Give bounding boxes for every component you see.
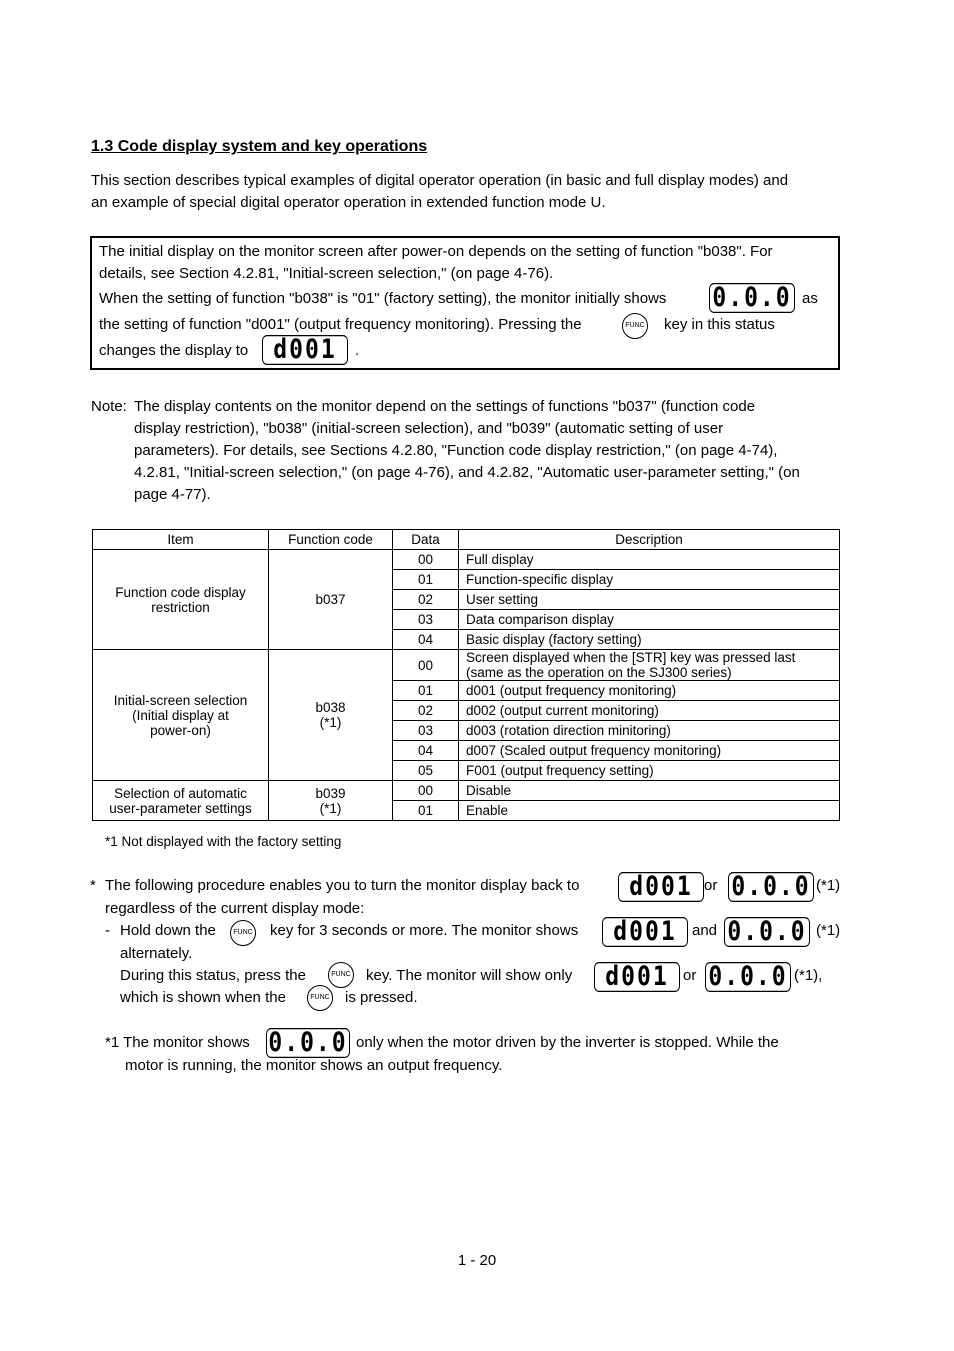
header-item: Item: [93, 530, 269, 550]
monitor-display-zero: 0.0.0: [724, 917, 810, 947]
func-key-icon: FUNC: [230, 920, 256, 946]
cell-description: [459, 741, 840, 761]
table-row: [93, 650, 840, 681]
cell-description: [459, 681, 840, 701]
cell-item-line: user-parameter settings: [109, 800, 252, 816]
cell-data: 02: [393, 590, 459, 610]
cell-item: [93, 650, 269, 781]
page-number: 1 - 20: [457, 1252, 497, 1269]
cell-description-line: d003 (rotation direction minitoring): [466, 723, 671, 738]
cell-item-line: Function code display: [115, 584, 246, 600]
cell-description-line: F001 (output frequency setting): [466, 763, 654, 778]
note-1-line-1: *1 The monitor shows: [105, 1034, 250, 1051]
cell-description-line: Data comparison display: [466, 612, 614, 627]
box-line-3: When the setting of function "b038" is "01" (factory setting), the monitor initially shows: [99, 290, 667, 307]
cell-description: [459, 721, 840, 741]
cell-data: 00: [393, 781, 459, 801]
cell-description-line: d007 (Scaled output frequency monitoring): [466, 743, 722, 758]
cell-data: 00: [393, 650, 459, 681]
cell-description: [459, 630, 840, 650]
cell-function-code: [269, 781, 393, 821]
cell-description: [459, 781, 840, 801]
note-line: page 4-77).: [134, 486, 211, 503]
note-1-line-2: motor is running, the monitor shows an output frequency.: [125, 1057, 503, 1074]
cell-description-line: Screen displayed when the [STR] key was pressed last: [466, 650, 796, 665]
intro-line: This section describes typical examples of digital operator operation (in basic and full display modes) and: [91, 172, 789, 189]
header-data: Data: [393, 530, 459, 550]
procedure-line-4: alternately.: [120, 945, 193, 962]
cell-item-line: power-on): [150, 722, 211, 738]
note-line: display restriction), "b038" (initial-screen selection), and "b039" (automatic setting of user: [134, 420, 724, 437]
cell-description: [459, 761, 840, 781]
or-text: or: [683, 967, 697, 984]
cell-description-line: Disable: [466, 783, 512, 798]
cell-item-line: Selection of automatic: [114, 785, 247, 801]
cell-data: 01: [393, 570, 459, 590]
monitor-display-d001: d001: [262, 335, 348, 365]
func-key-icon: FUNC: [328, 962, 354, 988]
cell-item: [93, 781, 269, 821]
procedure-line-1: The following procedure enables you to turn the monitor display back to: [105, 877, 580, 894]
cell-description: [459, 550, 840, 570]
cell-data: 02: [393, 701, 459, 721]
procedure-bullet: *: [90, 877, 96, 894]
box-line-4-end: key in this status: [664, 316, 775, 333]
cell-data: 03: [393, 721, 459, 741]
cell-code-line: (*1): [319, 800, 342, 816]
cell-code-line: b039: [315, 785, 346, 801]
monitor-display-d001: d001: [594, 962, 680, 992]
intro-paragraph: [91, 170, 788, 214]
cell-description-line: User setting: [466, 592, 539, 607]
cell-description: [459, 650, 840, 681]
header-function-code: Function code: [269, 530, 393, 550]
note-line: The display contents on the monitor depend on the settings of functions "b037" (function code: [134, 398, 756, 415]
header-description: Description: [459, 530, 840, 550]
procedure-dash: -: [105, 922, 110, 939]
note-line: parameters). For details, see Sections 4.2.80, "Function code display restriction," (on page 4-74),: [134, 442, 778, 459]
table-footnote: *1 Not displayed with the factory setting: [105, 834, 342, 849]
cell-item-line: (Initial display at: [132, 707, 229, 723]
intro-line: an example of special digital operator operation in extended function mode U.: [91, 194, 606, 211]
cell-data: 00: [393, 550, 459, 570]
cell-description: [459, 590, 840, 610]
cell-data: 03: [393, 610, 459, 630]
procedure-line-6: which is shown when the: [120, 989, 286, 1006]
note-1-line-1b: only when the motor driven by the inverter is stopped. While the: [356, 1034, 779, 1051]
cell-item-line: restriction: [151, 599, 210, 615]
or-text: or: [704, 877, 718, 894]
note-body: [134, 396, 849, 506]
cell-code-line: (*1): [319, 715, 342, 730]
cell-function-code: [269, 650, 393, 781]
func-key-icon: FUNC: [622, 313, 648, 339]
cell-description-line: Function-specific display: [466, 572, 614, 587]
procedure-line-5: During this status, press the: [120, 967, 306, 984]
box-line-2: details, see Section 4.2.81, "Initial-screen selection," (on page 4-76).: [99, 265, 554, 282]
info-box: [90, 236, 840, 370]
cell-data: 04: [393, 630, 459, 650]
procedure-line-6b: is pressed.: [345, 989, 418, 1006]
cell-description-line: d002 (output current monitoring): [466, 703, 659, 718]
footnote-ref: (*1),: [794, 967, 823, 984]
cell-data: 05: [393, 761, 459, 781]
cell-item: [93, 550, 269, 650]
box-line-3-end: as: [802, 290, 818, 307]
monitor-display-zero: 0.0.0: [728, 872, 814, 902]
cell-description-line: Full display: [466, 552, 534, 567]
cell-function-code: [269, 550, 393, 650]
monitor-display-d001: d001: [602, 917, 688, 947]
box-line-4: the setting of function "d001" (output frequency monitoring). Pressing the: [99, 316, 582, 333]
procedure-line-3b: key for 3 seconds or more. The monitor shows: [270, 922, 579, 939]
cell-description-line: (same as the operation on the SJ300 series): [466, 665, 732, 680]
cell-item-line: Initial-screen selection: [113, 692, 248, 708]
cell-description: [459, 610, 840, 630]
footnote-ref: (*1): [816, 877, 841, 894]
cell-code-line: b037: [315, 592, 346, 607]
cell-description-line: Basic display (factory setting): [466, 632, 642, 647]
cell-description: [459, 801, 840, 821]
procedure-line-5b: key. The monitor will show only: [366, 967, 573, 984]
table-row: [93, 781, 840, 801]
procedure-line-2: regardless of the current display mode:: [105, 900, 365, 917]
box-line-1: The initial display on the monitor screen after power-on depends on the setting of function "b038". For: [99, 243, 773, 260]
table-row: [93, 550, 840, 570]
note-line: 4.2.81, "Initial-screen selection," (on page 4-76), and 4.2.82, "Automatic user-parameter setting," (on: [134, 464, 800, 481]
and-text: and: [692, 922, 718, 939]
settings-table: [92, 529, 840, 821]
monitor-display-d001: d001: [618, 872, 704, 902]
monitor-display-zero: 0.0.0: [709, 283, 795, 313]
section-title: 1.3 Code display system and key operations: [91, 138, 428, 155]
procedure-line-3: Hold down the: [120, 922, 216, 939]
cell-data: 04: [393, 741, 459, 761]
monitor-display-zero: 0.0.0: [266, 1028, 350, 1058]
cell-description-line: Enable: [466, 803, 509, 818]
cell-data: 01: [393, 801, 459, 821]
box-line-5-end: .: [355, 342, 360, 359]
box-line-5: changes the display to: [99, 342, 249, 359]
cell-description: [459, 570, 840, 590]
cell-description: [459, 701, 840, 721]
table-header-row: [93, 530, 840, 550]
cell-code-line: b038: [315, 700, 346, 715]
func-key-icon: FUNC: [307, 985, 333, 1011]
footnote-ref: (*1): [816, 922, 841, 939]
note-label: Note:: [91, 398, 127, 415]
cell-description-line: d001 (output frequency monitoring): [466, 683, 677, 698]
monitor-display-zero: 0.0.0: [705, 962, 791, 992]
cell-data: 01: [393, 681, 459, 701]
